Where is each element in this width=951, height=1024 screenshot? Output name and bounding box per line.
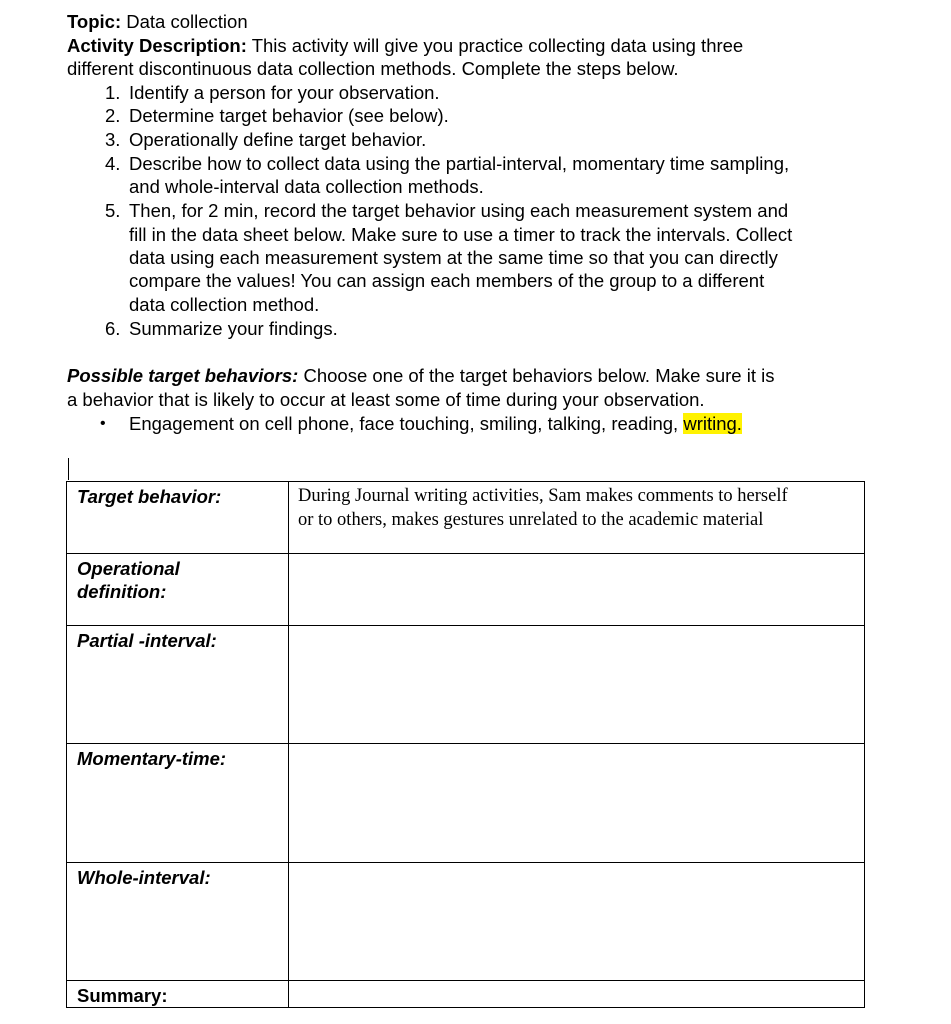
bullet-icon: • <box>100 415 106 432</box>
step-text: Identify a person for your observation. <box>129 82 440 103</box>
row-value-cell[interactable] <box>289 744 865 863</box>
step-text: Summarize your findings. <box>129 318 338 339</box>
row-value-line: or to others, makes gestures unrelated to the academic material <box>298 510 764 530</box>
row-value-line: During Journal writing activities, Sam makes comments to herself <box>298 486 788 506</box>
row-label: Momentary-time: <box>67 744 289 863</box>
step-text: data collection method. <box>129 294 320 315</box>
row-label: Summary: <box>67 981 289 1008</box>
topic-label: Topic: <box>67 11 122 32</box>
behaviors-text-cont: a behavior that is likely to occur at least some of time during your observation. <box>67 389 705 410</box>
step-text: Operationally define target behavior. <box>129 129 427 150</box>
row-label <box>67 482 289 554</box>
behaviors-bullet <box>129 412 742 435</box>
behaviors-label: Possible target behaviors: <box>67 365 299 386</box>
row-label-text: definition: <box>77 581 167 602</box>
behaviors-text: Choose one of the target behaviors below. Make sure it is <box>303 365 775 386</box>
activity-label: Activity Description: <box>67 35 247 56</box>
step-number: 6. <box>105 318 121 339</box>
row-value-cell[interactable] <box>289 626 865 744</box>
topic-line <box>67 10 248 33</box>
behaviors-bullet-text: Engagement on cell phone, face touching, smiling, talking, reading, <box>129 413 679 434</box>
step-number: 5. <box>105 200 121 221</box>
table-row <box>67 981 865 1008</box>
row-label: Whole-interval: <box>67 863 289 981</box>
step-text: Then, for 2 min, record the target behavior using each measurement system and <box>129 200 789 221</box>
activity-line <box>67 34 743 57</box>
row-label-text: Operational <box>77 558 180 579</box>
highlighted-word: writing. <box>683 413 742 434</box>
topic-value: Data collection <box>126 11 248 32</box>
row-value-cell[interactable] <box>289 482 865 554</box>
data-sheet-table <box>66 481 865 1008</box>
step-text: fill in the data sheet below. Make sure to use a timer to track the intervals. Collect <box>129 224 793 245</box>
row-value-cell[interactable] <box>289 554 865 626</box>
table-row <box>67 554 865 626</box>
activity-text-cont: different discontinuous data collection methods. Complete the steps below. <box>67 58 679 79</box>
step-number: 3. <box>105 129 121 150</box>
step-number: 1. <box>105 82 121 103</box>
row-label <box>67 554 289 626</box>
row-value-cell[interactable] <box>289 863 865 981</box>
row-label: Partial -interval: <box>67 626 289 744</box>
table-row <box>67 626 865 744</box>
row-label-text: Target behavior: <box>77 486 222 507</box>
step-number: 4. <box>105 153 121 174</box>
step-number: 2. <box>105 105 121 126</box>
row-value-cell[interactable] <box>289 981 865 1008</box>
table-row <box>67 863 865 981</box>
step-text: compare the values! You can assign each members of the group to a different <box>129 270 765 291</box>
behaviors-line <box>67 364 774 387</box>
table-row <box>67 482 865 554</box>
step-text: Determine target behavior (see below). <box>129 105 449 126</box>
table-row <box>67 744 865 863</box>
text-cursor <box>68 458 69 480</box>
activity-text: This activity will give you practice collecting data using three <box>251 35 744 56</box>
step-text: Describe how to collect data using the partial-interval, momentary time sampling, <box>129 153 790 174</box>
step-text: data using each measurement system at the same time so that you can directly <box>129 247 778 268</box>
step-text: and whole-interval data collection methods. <box>129 176 484 197</box>
